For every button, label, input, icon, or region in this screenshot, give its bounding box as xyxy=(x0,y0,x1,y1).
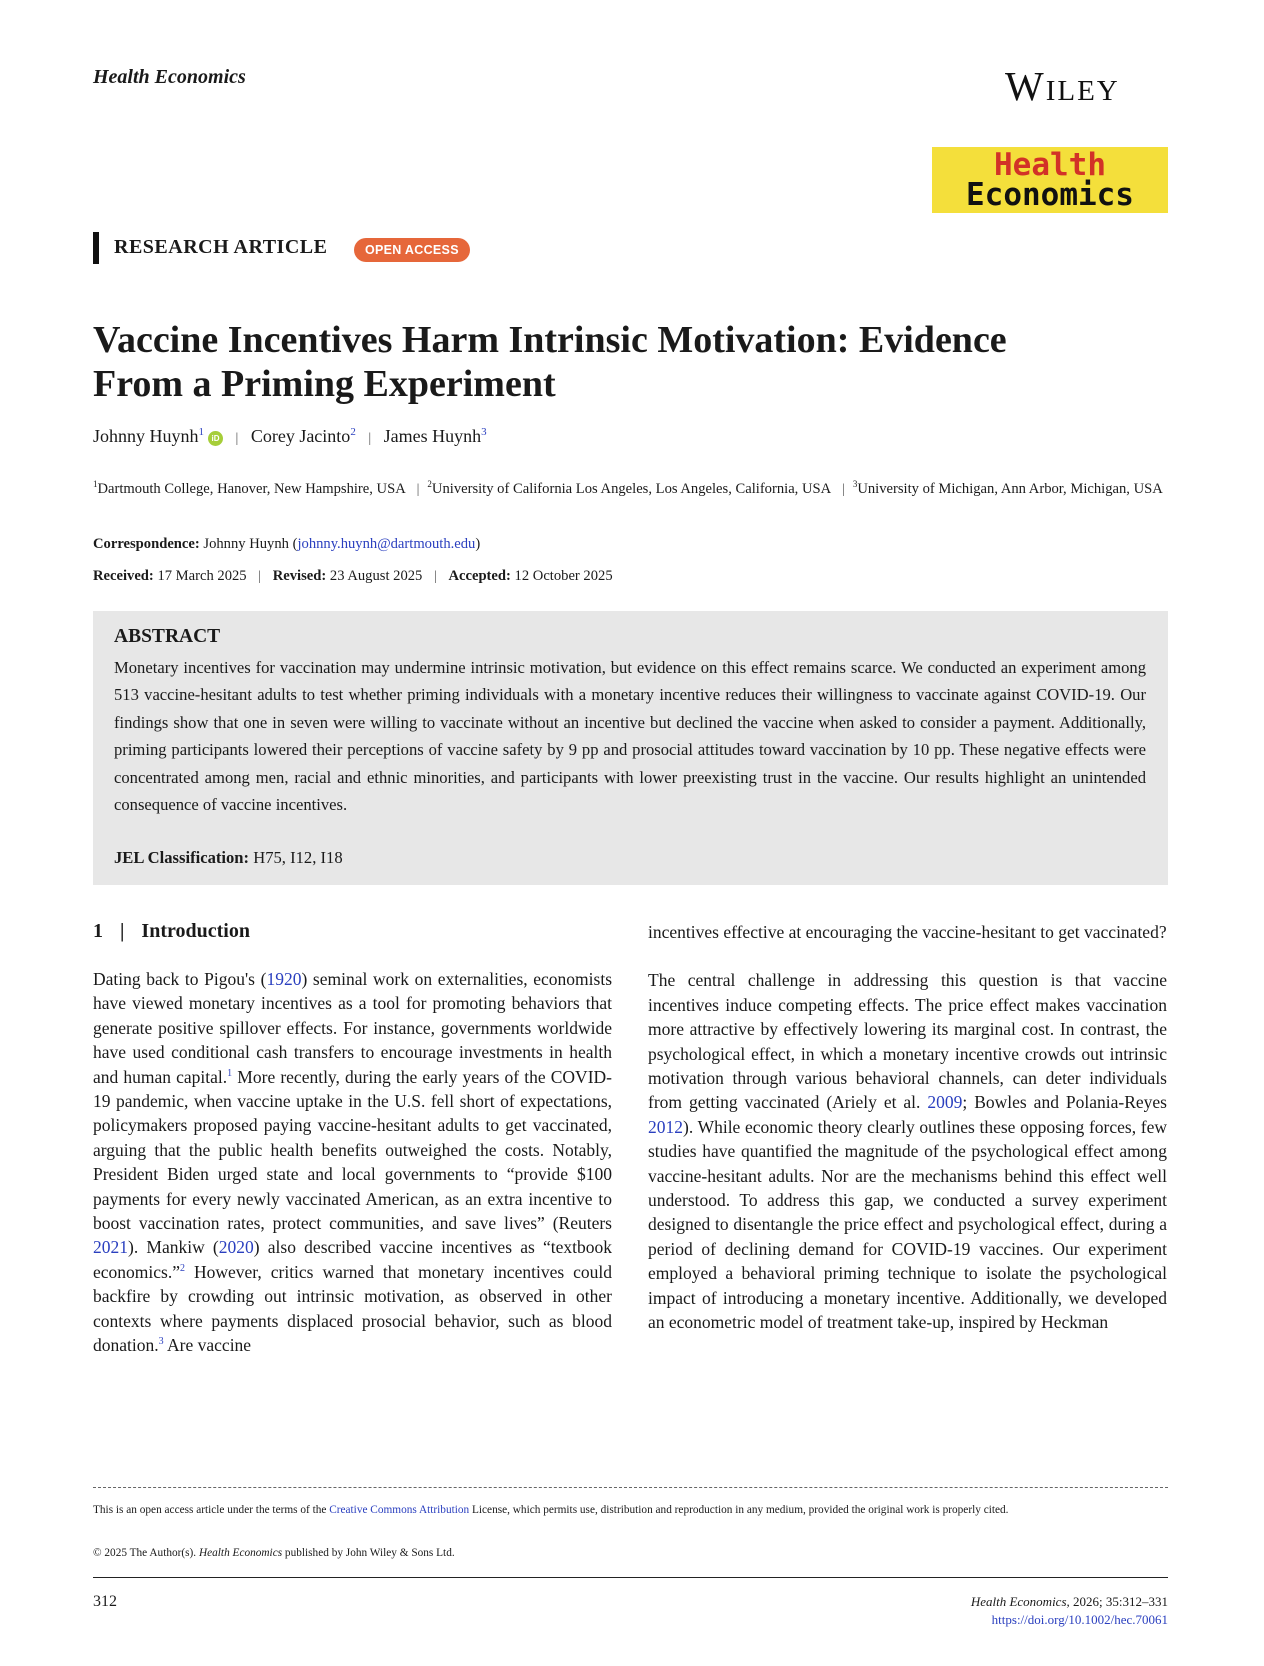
received-date: 17 March 2025 xyxy=(157,568,247,584)
citation-volume: 2026; 35:312–331 xyxy=(1069,1594,1168,1609)
title-line-1: Vaccine Incentives Harm Intrinsic Motivation: Evidence xyxy=(93,319,1007,361)
accepted-label: Accepted: xyxy=(448,568,511,584)
logo-line-1: Health xyxy=(994,147,1106,183)
article-title xyxy=(93,318,1173,406)
author-affil-sup: 1 xyxy=(198,426,205,438)
footnote-ref[interactable]: 3 xyxy=(158,1336,164,1348)
affil-separator: | xyxy=(416,481,420,497)
paragraph xyxy=(93,967,612,1358)
text-run: ). Mankiw ( xyxy=(128,1237,219,1258)
affiliation: Dartmouth College, Hanover, New Hampshire, USA xyxy=(97,480,405,497)
paragraph xyxy=(648,968,1167,1334)
citation-link[interactable]: 2009 xyxy=(927,1092,963,1113)
abstract-text: Monetary incentives for vaccination may undermine intrinsic motivation, but evidence on this effect remains scarce. We conducted an experiment among 513 vaccine-hesitant adults to test whether priming individuals with a monetary incentive reduces their willingness to vaccinate against COVID-19. Our findings show that one in seven were willing to vaccinate without an incentive but declined the vaccine when asked to consider a payment. Additionally, priming participants lowered their perceptions of vaccine safety by 9 pp and prosocial attitudes toward vaccination by 10 pp. These negative effects were concentrated among men, racial and ethnic minorities, and participants with lower preexisting trust in the vaccine. Our results highlight an unintended consequence of vaccine incentives. xyxy=(114,658,1146,815)
text-run: More recently, during the early years of the COVID-19 pandemic, when vaccine uptake in the U.S. fell short of expectations, policymakers proposed paying vaccine-hesitant adults to get vaccinated, arguing that the public health benefits outweighed the costs. Notably, President Biden urged state and local governments to “provide $100 payments for every newly vaccinated American, as an extra incentive to boost vaccination rates, protect communities, and save lives” (Reuters xyxy=(93,1066,612,1234)
correspondence-name: Johnny Huynh ( xyxy=(203,536,298,552)
page-number: 312 xyxy=(93,1593,117,1610)
text-run: This is an open access article under the terms of the xyxy=(93,1504,330,1516)
publisher-logo: Wiley xyxy=(1005,63,1120,109)
article-dates xyxy=(93,568,613,585)
journal-citation xyxy=(971,1593,1168,1629)
correspondence-email-link[interactable]: johnny.huynh@dartmouth.edu xyxy=(297,536,476,552)
body-column-right xyxy=(648,920,1167,1335)
text-run: However, critics warned that monetary incentives could backfire by crowding out intrinsic motivation, as observed in other contexts where payments displaced prosocial behavior, such as blood donation. xyxy=(93,1261,612,1356)
footer-divider xyxy=(93,1577,1168,1578)
text-run: The central challenge in addressing this question is that vaccine incentives induce competing effects. The price effect makes vaccination more attractive by effectively lowering its marginal cost. In contrast, the psychological effect, in which a monetary incentive crowds out intrinsic motivation through various behavioral channels, can deter individuals from getting vaccinated (Ariely et al. xyxy=(648,970,1167,1113)
affiliation: University of California Los Angeles, Los Angeles, California, USA xyxy=(431,480,831,497)
section-separator: | xyxy=(120,920,125,942)
citation-link[interactable]: 2021 xyxy=(93,1237,128,1258)
text-run: License, which permits use, distribution and reproduction in any medium, provided the original work is properly cited. xyxy=(469,1504,1009,1516)
section-heading xyxy=(93,920,250,943)
abstract-heading: ABSTRACT xyxy=(114,626,221,647)
orcid-icon[interactable]: iD xyxy=(208,431,223,446)
section-title: Introduction xyxy=(141,920,250,942)
affil-sup: 1 xyxy=(93,479,98,489)
journal-name: Health Economics xyxy=(93,66,246,88)
text-run: ; Bowles and Polania-Reyes xyxy=(962,1092,1167,1113)
affil-separator: | xyxy=(842,481,845,497)
citation-journal: Health Economics, xyxy=(970,1594,1070,1609)
body-column-left xyxy=(93,967,612,1358)
affil-sup: 2 xyxy=(427,479,432,489)
article-type: RESEARCH ARTICLE xyxy=(114,236,328,258)
text-run: ). While economic theory clearly outlines these opposing forces, few studies have quantified the magnitude of the psychological effect among vaccine-hesitant adults. Nor are the mechanisms behind this effect well understood. To address this gap, we conducted a survey experiment designed to disentangle the price effect and psychological effect, during a period of declining demand for COVID-19 vaccines. Our experiment employed a behavioral priming technique to isolate the psychological impact of introducing a monetary incentive. Additionally, we developed an econometric model of treatment take-up, inspired by Heckman xyxy=(648,1116,1167,1333)
accepted-date: 12 October 2025 xyxy=(514,568,613,584)
paragraph: incentives effective at encouraging the vaccine-hesitant to get vaccinated? xyxy=(648,922,1167,942)
affil-sup: 3 xyxy=(852,479,858,489)
citation-link[interactable]: 2012 xyxy=(648,1116,683,1137)
doi-link[interactable]: https://doi.org/10.1002/hec.70061 xyxy=(991,1612,1168,1627)
logo-line-2: Economics xyxy=(966,177,1134,213)
citation-link[interactable]: 1920 xyxy=(266,969,302,989)
license-notice xyxy=(93,1499,1168,1521)
text-run: ) also described vaccine incentives as “textbook economics.” xyxy=(93,1237,612,1282)
footnote-ref[interactable]: 2 xyxy=(179,1263,185,1275)
text-run: © 2025 The Author(s). xyxy=(93,1547,199,1559)
license-link[interactable]: Creative Commons Attribution xyxy=(329,1504,470,1516)
jel-codes: H75, I12, I18 xyxy=(253,848,343,867)
received-label: Received: xyxy=(93,568,154,584)
footnote-ref[interactable]: 1 xyxy=(227,1067,233,1079)
text-run: Dating back to Pigou's ( xyxy=(93,969,267,989)
author-separator: | xyxy=(368,431,372,446)
jel-classification xyxy=(114,848,343,868)
text-run: published by John Wiley & Sons Ltd. xyxy=(282,1547,455,1559)
date-separator: | xyxy=(434,569,437,584)
text-run: Are vaccine xyxy=(163,1335,252,1356)
text-run: Health Economics xyxy=(198,1547,283,1559)
jel-label: JEL Classification: xyxy=(114,848,250,867)
open-access-badge: OPEN ACCESS xyxy=(354,238,470,262)
revised-label: Revised: xyxy=(272,568,327,584)
copyright-notice xyxy=(93,1547,455,1559)
author-name[interactable]: Johnny Huynh xyxy=(93,426,199,446)
correspondence-label: Correspondence: xyxy=(93,536,200,552)
text-run: ) seminal work on externalities, economists have viewed monetary incentives as a tool for promoting behaviors that generate positive spillover effects. For instance, governments worldwide have used conditional cash transfers to encourage investments in health and human capital. xyxy=(93,969,613,1087)
revised-date: 23 August 2025 xyxy=(329,568,423,584)
author-name[interactable]: James Huynh xyxy=(383,426,482,446)
correspondence-close: ) xyxy=(475,536,481,552)
correspondence xyxy=(93,536,480,553)
author-list xyxy=(93,426,487,447)
journal-logo xyxy=(932,147,1168,213)
article-type-marker xyxy=(93,232,99,264)
author-name[interactable]: Corey Jacinto xyxy=(250,426,351,446)
author-affil-sup: 3 xyxy=(481,426,487,438)
footnote-divider xyxy=(93,1487,1168,1488)
section-number: 1 xyxy=(93,920,103,942)
affiliation: University of Michigan, Ann Arbor, Michigan, USA xyxy=(857,480,1163,497)
author-separator: | xyxy=(235,431,239,446)
author-affil-sup: 2 xyxy=(350,426,356,438)
title-line-2: From a Priming Experiment xyxy=(93,363,556,405)
citation-link[interactable]: 2020 xyxy=(218,1237,254,1258)
date-separator: | xyxy=(258,569,262,584)
affiliations xyxy=(93,472,1168,502)
